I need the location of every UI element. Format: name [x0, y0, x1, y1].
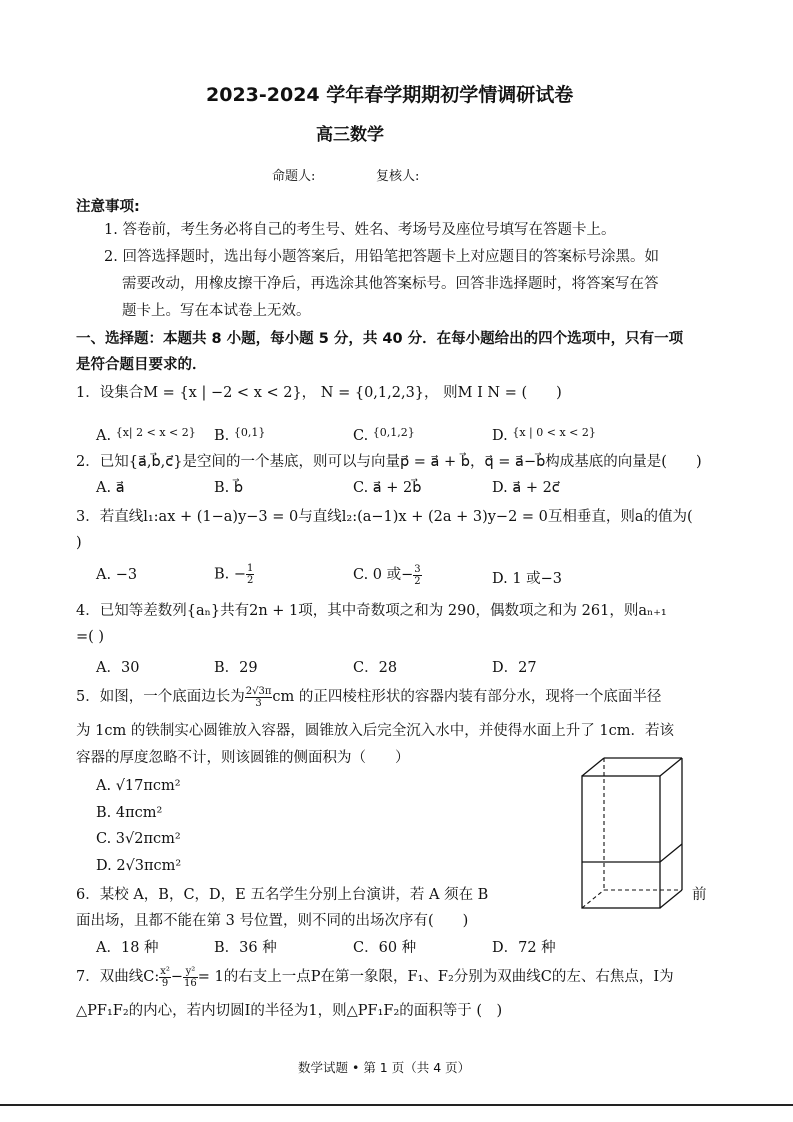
q3-option-d: D. 1 或−3: [492, 571, 563, 587]
q5-line3: 容器的厚度忽略不计，则该圆锥的侧面积为（ ）: [76, 750, 410, 766]
q2-option-a: A. a⃗: [96, 480, 125, 496]
q1-option-a: A. $^{\{x| 2 < x < 2\}}$: [96, 426, 196, 444]
setter-label: 命题人:: [272, 169, 316, 184]
q5-line2: 为 1cm 的铁制实心圆锥放入容器，圆锥放入后完全沉入水中，并使得水面上升了 1cm．若该: [76, 723, 675, 739]
q5-option-d: D. 2√3πcm²: [96, 858, 182, 874]
q6-option-d: D．72 种: [492, 940, 556, 956]
section-heading-line2: 是符合题目要求的．: [76, 357, 207, 373]
exam-title: 2023-2024 学年春学期期初学情调研试卷: [206, 84, 574, 106]
section-heading-line1: 一、选择题：本题共 8 小题，每小题 5 分，共 40 分．在每小题给出的四个选项中，只有一项: [76, 331, 684, 347]
q4-stem: 4．已知等差数列{aₙ}共有2n + 1项，其中奇数项之和为 290，偶数项之和为 261，则aₙ₊₁: [76, 603, 667, 619]
q2-option-b: B. b⃗: [214, 480, 244, 496]
page-footer: 数学试题 • 第 1 页（共 4 页）: [298, 1060, 471, 1075]
q3-option-c: C. 0 或− $\frac{3}{2}$: [353, 563, 421, 587]
q2-option-d: D. a⃗ + 2c⃗: [492, 480, 560, 496]
q3-option-b: B. − $\frac{1}{2}$: [214, 563, 254, 586]
q4-option-d: D．27: [492, 660, 537, 676]
note-item-2-end: 题卡上。写在本试卷上无效。: [122, 303, 311, 319]
q1-option-d: D. $^{\{x | 0 < x < 2\}}$: [492, 426, 596, 444]
q3-stem: 3．若直线l₁:ax + (1−a)y−3 = 0与直线l₂:(a−1)x + (2a + 3)y−2 = 0互相垂直，则a的值为(: [76, 509, 693, 525]
note-item-2-cont: 需要改动，用橡皮擦干净后，再选涂其他答案标号。回答非选择题时，将答案写在答: [122, 276, 659, 292]
q1-option-c: C. $^{\{0,1,2\}}$: [353, 426, 415, 444]
q5-option-c: C. 3√2πcm²: [96, 831, 181, 847]
q6-option-a: A．18 种: [96, 940, 159, 956]
q2-stem: 2．已知{a⃗,b⃗,c⃗}是空间的一个基底，则可以与向量p⃗ = a⃗ + b⃗，q⃗ = a⃗−b⃗构成基底的向量是( ): [76, 454, 702, 470]
subject-title: 高三数学: [316, 125, 384, 145]
note-item-1: 1. 答卷前，考生务必将自己的考生号、姓名、考场号及座位号填写在答题卡上。: [104, 222, 616, 238]
q6-option-b: B．36 种: [214, 940, 277, 956]
q1-stem: 1．设集合M = {x | −2 < x < 2}， N = {0,1,2,3}， 则M I N = ( ): [76, 385, 562, 401]
q7-line2: △PF₁F₂的内心，若内切圆I的半径为1，则△PF₁F₂的面积等于 ( ): [76, 1003, 503, 1019]
notes-heading: 注意事项:: [76, 199, 140, 215]
q3-stem-end: ): [76, 535, 82, 551]
q4-option-c: C．28: [353, 660, 398, 676]
q2-option-c: C. a⃗ + 2b⃗: [353, 480, 422, 496]
q4-stem-end: =( ): [76, 629, 105, 645]
q5-line1: 5．如图，一个底面边长为 $\frac{2√3\pi}{3}$ cm 的正四棱柱形状的容器内装有部分水，现将一个底面半径: [76, 685, 662, 709]
q5-option-a: A. √17πcm²: [96, 778, 181, 794]
q6-line1: 6．某校 A，B，C，D，E 五名学生分别上台演讲，若 A 须在 B: [76, 887, 489, 903]
prism-container-figure: [578, 756, 690, 912]
q5-option-b: B. 4πcm²: [96, 805, 163, 821]
q4-option-a: A．30: [96, 660, 140, 676]
page-bottom-rule: [0, 1104, 793, 1106]
q6-line1-end: 前: [692, 887, 707, 903]
q4-option-b: B．29: [214, 660, 258, 676]
q6-line2: 面出场，且都不能在第 3 号位置，则不同的出场次序有( ): [76, 913, 469, 929]
q1-option-b: B. $^{\{0,1\}}$: [214, 426, 266, 444]
reviewer-label: 复核人:: [376, 169, 420, 184]
q6-option-c: C．60 种: [353, 940, 417, 956]
note-item-2: 2. 回答选择题时，选出每小题答案后，用铅笔把答题卡上对应题目的答案标号涂黑。如: [104, 249, 659, 265]
q7-line1: 7．双曲线C: $\frac{\text{x²}}{9}$ − $\frac{\text{y²}}{16}$ = 1的右支上一点P在第一象限，F₁、F₂分别为双曲线C的左、右焦点，I为: [76, 965, 674, 989]
q3-option-a: A. −3: [96, 567, 138, 583]
